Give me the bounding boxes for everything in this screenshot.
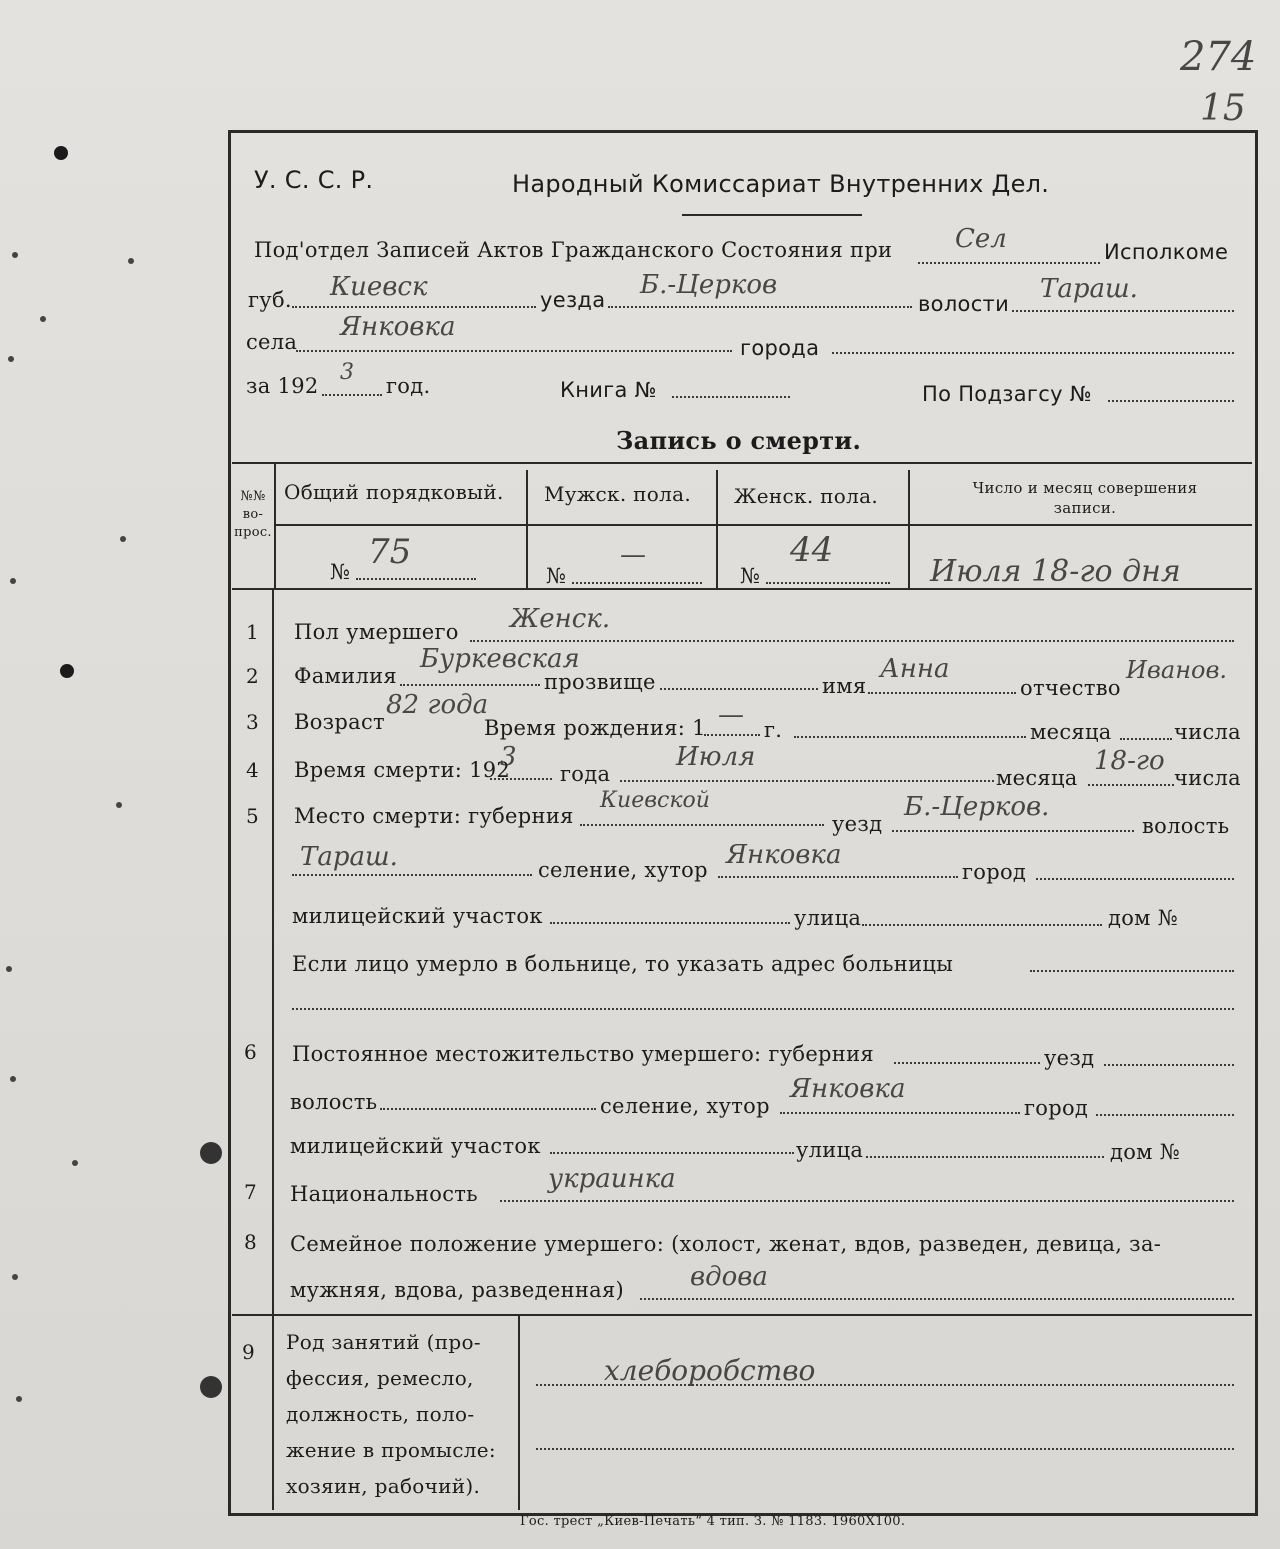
female-no: № (740, 564, 761, 588)
sex-label: Пол умершего (294, 620, 459, 644)
binder-hole (200, 1376, 222, 1398)
col-general: Общий порядковый. (284, 480, 504, 504)
village-label: селение, хутор (538, 858, 708, 882)
death-month-line (620, 780, 994, 782)
gub-label: губ. (248, 288, 292, 312)
birth-day-label: числа (1174, 720, 1242, 744)
occupation-label-5: хозяин, рабочий). (286, 1474, 481, 1498)
female-value: 44 (790, 530, 834, 570)
age-label: Возраст (294, 710, 385, 734)
res-police-line (550, 1152, 794, 1154)
hospital-label: Если лицо умерло в больнице, то указать адрес больницы (292, 952, 954, 976)
city-label: город (962, 860, 1027, 884)
family-label-1: Семейное положение умершего: (холост, женат, вдов, разведен, девица, за- (290, 1232, 1162, 1256)
family-value: вдова (690, 1262, 768, 1292)
nationality-line (500, 1200, 1234, 1202)
col-male: Мужск. пола. (544, 482, 692, 506)
speck (40, 316, 46, 322)
family-label-2: мужняя, вдова, разведенная) (290, 1278, 625, 1302)
death-day-line (1088, 784, 1174, 786)
goda-label: года (560, 762, 611, 786)
police-line (550, 922, 790, 924)
volost-value: Тараш. (1040, 274, 1138, 304)
name-label: имя (822, 674, 867, 698)
selo-label: села (246, 330, 298, 354)
death-month-label: месяца (996, 766, 1078, 790)
title-underline (682, 214, 862, 216)
birth-value: — (718, 700, 744, 730)
year-line (322, 394, 382, 396)
volost-label: волости (918, 292, 1010, 316)
street-label: улица (794, 906, 862, 930)
police-label: милицейский участок (292, 904, 543, 928)
birth-day-line (1120, 738, 1172, 740)
table-sep (716, 470, 718, 588)
year-suffix: год. (386, 374, 431, 398)
birth-line (704, 734, 760, 736)
res-volost-label: волость (290, 1090, 378, 1114)
res-city-line (1096, 1114, 1234, 1116)
city-line (1036, 878, 1234, 880)
age-value: 82 года (386, 690, 489, 720)
birth-g-label: г. (764, 718, 783, 742)
uezd-line (608, 306, 912, 308)
res-village-line (780, 1112, 1020, 1114)
res-village-value: Янковка (790, 1074, 906, 1104)
speck (16, 1396, 22, 1402)
birth-month-line (794, 736, 1026, 738)
occupation-value: хлеборобство (604, 1354, 816, 1387)
place-gub: Киевской (600, 788, 710, 813)
male-line (572, 582, 702, 584)
q1-number: 1 (246, 620, 259, 644)
hospital-line-2 (292, 1008, 1234, 1010)
uezd-label: уезда (540, 288, 606, 312)
res-uezd-label: уезд (1044, 1046, 1095, 1070)
occupation-top (232, 1314, 1252, 1316)
archive-sheet-number: 274 (1180, 34, 1257, 80)
speck (120, 536, 126, 542)
death-year-line (490, 778, 552, 780)
place-uezd: Б.-Церков. (904, 792, 1050, 822)
q6-number: 6 (244, 1040, 257, 1064)
gub-line (292, 306, 536, 308)
commissariat-title: Народный Комиссариат Внутренних Дел. (512, 170, 1050, 198)
archive-sheet-number-alt: 15 (1200, 88, 1246, 129)
death-label: Время смерти: 192 (294, 758, 511, 782)
col-qnum: №№ во-прос. (234, 489, 272, 540)
occupation-sep (518, 1314, 520, 1510)
res-street-label: улица (796, 1138, 864, 1162)
goroda-label: города (740, 336, 820, 360)
podzags-label: По Подзагсу № (922, 382, 1092, 406)
executive-label: Исполкоме (1104, 240, 1229, 264)
sex-line (470, 640, 1234, 642)
general-no: № (330, 560, 351, 584)
q4-number: 4 (246, 758, 259, 782)
general-value: 75 (368, 532, 412, 572)
selo-line (296, 350, 732, 352)
speck (10, 1076, 16, 1082)
village-line (718, 876, 958, 878)
year-prefix: за 192 (246, 374, 319, 398)
selo-value: Янковка (340, 312, 456, 342)
female-line (766, 582, 890, 584)
table-sep (526, 470, 528, 588)
gub-value: Киевск (330, 272, 428, 302)
res-city-label: город (1024, 1096, 1089, 1120)
surname-line (400, 684, 540, 686)
printer-footer: Гос. трест „Киев-Печать“ 4 тип. З. № 1183. 1960Х100. (520, 1514, 906, 1529)
hospital-line-1 (1030, 970, 1234, 972)
death-day-label: числа (1174, 766, 1242, 790)
book-line (672, 396, 790, 398)
nationality-value: украинка (548, 1164, 676, 1194)
year-value: 3 (340, 360, 354, 385)
place-volost-line (292, 874, 532, 876)
subdept-value: Сел (955, 224, 1007, 254)
speck (8, 356, 14, 362)
place-uezd-line (892, 830, 1134, 832)
speck (12, 1274, 18, 1280)
nationality-label: Национальность (290, 1182, 478, 1206)
table-sep (274, 462, 276, 588)
q7-number: 7 (244, 1180, 257, 1204)
binder-hole (54, 146, 68, 160)
subdept-label: Под'отдел Записей Актов Гражданского Состояния при (254, 238, 893, 262)
res-volost-line (380, 1108, 596, 1110)
goroda-line (832, 352, 1234, 354)
res-uezd-line (1104, 1064, 1234, 1066)
q5-number: 5 (246, 804, 259, 828)
res-gub-line (894, 1062, 1040, 1064)
occupation-label-4: жение в промысле: (286, 1438, 496, 1462)
male-no: № (546, 564, 567, 588)
speck (10, 578, 16, 584)
volost-line (1012, 310, 1234, 312)
nickname-label: прозвище (544, 670, 656, 694)
subdept-line (918, 262, 1100, 264)
date-value: Июля 18-го дня (930, 554, 1181, 589)
republic-title: У. С. С. Р. (254, 166, 374, 194)
occupation-label-3: должность, поло- (286, 1402, 475, 1426)
death-year: 3 (500, 742, 517, 772)
surname-label: Фамилия (294, 664, 397, 688)
uezd-value: Б.-Церков (640, 270, 778, 300)
village-value: Янковка (726, 840, 842, 870)
question-column-sep (272, 588, 274, 1510)
occupation-line-2 (536, 1448, 1234, 1450)
occupation-label-1: Род занятий (про- (286, 1330, 481, 1354)
q9-number: 9 (242, 1340, 255, 1364)
speck (12, 252, 18, 258)
birth-month-label: месяца (1030, 720, 1112, 744)
street-line (862, 924, 1102, 926)
place-label: Место смерти: губерния (294, 804, 574, 828)
table-mid (276, 524, 1252, 526)
res-street-line (866, 1156, 1104, 1158)
birth-label: Время рождения: 1 (484, 716, 706, 740)
death-day: 18-го (1094, 746, 1165, 776)
nickname-line (660, 688, 818, 690)
book-label: Книга № (560, 378, 657, 402)
surname-value: Буркевская (420, 644, 580, 674)
table-top (232, 462, 1252, 464)
res-house-label: дом № (1110, 1140, 1180, 1164)
speck (128, 258, 134, 264)
general-line (356, 578, 476, 580)
binder-hole (200, 1142, 222, 1164)
place-volost-label: волость (1142, 814, 1230, 838)
male-value: — (620, 540, 646, 570)
patronymic-value: Иванов. (1126, 656, 1228, 684)
name-line (868, 692, 1016, 694)
place-gub-line (580, 824, 824, 826)
death-month: Июля (676, 742, 756, 772)
col-female: Женск. пола. (734, 484, 879, 508)
q3-number: 3 (246, 710, 259, 734)
res-police-label: милицейский участок (290, 1134, 541, 1158)
col-date: Число и месяц совершения записи. (972, 479, 1198, 517)
speck (6, 966, 12, 972)
place-uezd-label: уезд (832, 812, 883, 836)
q2-number: 2 (246, 664, 259, 688)
family-line (640, 1298, 1234, 1300)
podzags-line (1108, 400, 1234, 402)
occupation-line-1 (536, 1384, 1234, 1386)
speck (72, 1160, 78, 1166)
res-village-label: селение, хутор (600, 1094, 770, 1118)
q8-number: 8 (244, 1230, 257, 1254)
occupation-label-2: фессия, ремесло, (286, 1366, 474, 1390)
patronymic-label: отчество (1020, 676, 1121, 700)
house-label: дом № (1108, 906, 1178, 930)
place-volost: Тараш. (300, 842, 398, 872)
binder-hole (60, 664, 74, 678)
speck (116, 802, 122, 808)
record-title: Запись о смерти. (616, 426, 862, 455)
residence-label: Постоянное местожительство умершего: губерния (292, 1042, 874, 1066)
name-value: Анна (880, 654, 950, 684)
sex-value: Женск. (510, 604, 611, 634)
table-sep (908, 470, 910, 588)
